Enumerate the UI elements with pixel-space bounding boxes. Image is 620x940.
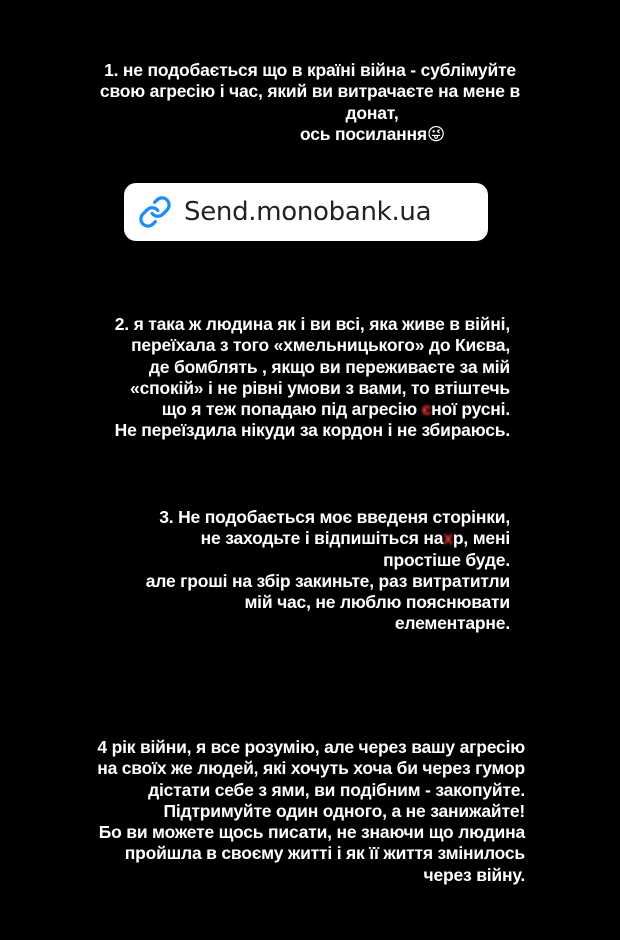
text-fragment: ної русні. bbox=[431, 399, 510, 420]
text-fragment: ось посилання bbox=[300, 123, 427, 144]
text-line: мій час, не люблю пояснювати bbox=[244, 592, 510, 613]
link-sticker-label: Send.monobank.ua bbox=[184, 197, 432, 227]
text-line: де бомблять , якщо ви переживаєте за мій bbox=[148, 356, 510, 377]
story-text-block-4 bbox=[97, 737, 525, 886]
text-fragment: р, мені bbox=[452, 528, 510, 549]
text-line: елементарне. bbox=[394, 613, 510, 634]
text-line: але гроші на збір закиньте, раз витратитли bbox=[145, 570, 510, 591]
link-icon bbox=[138, 195, 172, 229]
text-line: 1. не подобається що в країні війна - сублімуйте bbox=[104, 60, 516, 80]
link-sticker[interactable] bbox=[124, 183, 488, 241]
text-line: через війну. bbox=[423, 864, 525, 885]
censor-scribble: є bbox=[421, 399, 432, 420]
text-fragment: що я теж попадаю під агресію bbox=[161, 399, 418, 420]
text-line: донат, bbox=[345, 102, 399, 123]
text-line bbox=[0, 124, 620, 145]
text-line: Не переїздила нікуди за кордон і не збираюсь. bbox=[114, 420, 510, 441]
text-line: Бо ви можете щось писати, не знаючи що людина bbox=[98, 822, 525, 843]
text-line: переїхала з того «хмельницького» до Києва, bbox=[131, 335, 510, 356]
text-line: дістати себе з ями, ви подібним - закопуйте. bbox=[148, 779, 525, 800]
story-text-block-3 bbox=[146, 507, 510, 635]
story-text-block-1 bbox=[0, 60, 620, 145]
text-line: «спокій» і не рівні умови з вами, то втіштечь bbox=[130, 377, 510, 398]
text-line: пройшла в своєму житті і як її життя змінилось bbox=[124, 843, 525, 864]
text-line: 4 рік війни, я все розумію, але через вашу агресію bbox=[97, 737, 525, 757]
text-line: простіше буде. bbox=[383, 549, 510, 570]
text-line: 2. я така ж людина як і ви всі, яка живе в війні, bbox=[114, 314, 510, 334]
text-line: свою агресію і час, який ви витрачаєте на мене в bbox=[99, 81, 521, 102]
text-line bbox=[115, 399, 510, 420]
text-fragment: не заходьте і відпишіться на bbox=[200, 528, 444, 549]
censor-scribble: х bbox=[443, 528, 453, 549]
text-line bbox=[146, 528, 510, 549]
text-line: на своїх же людей, які хочуть хоча би через гумор bbox=[97, 758, 525, 779]
story-text-block-2 bbox=[115, 314, 510, 442]
winking-tongue-emoji-icon: 😜 bbox=[426, 123, 445, 144]
text-line: 3. Не подобається моє введеня сторінки, bbox=[159, 507, 510, 527]
text-line: Підтримуйте один одного, а не занижайте! bbox=[163, 800, 525, 821]
